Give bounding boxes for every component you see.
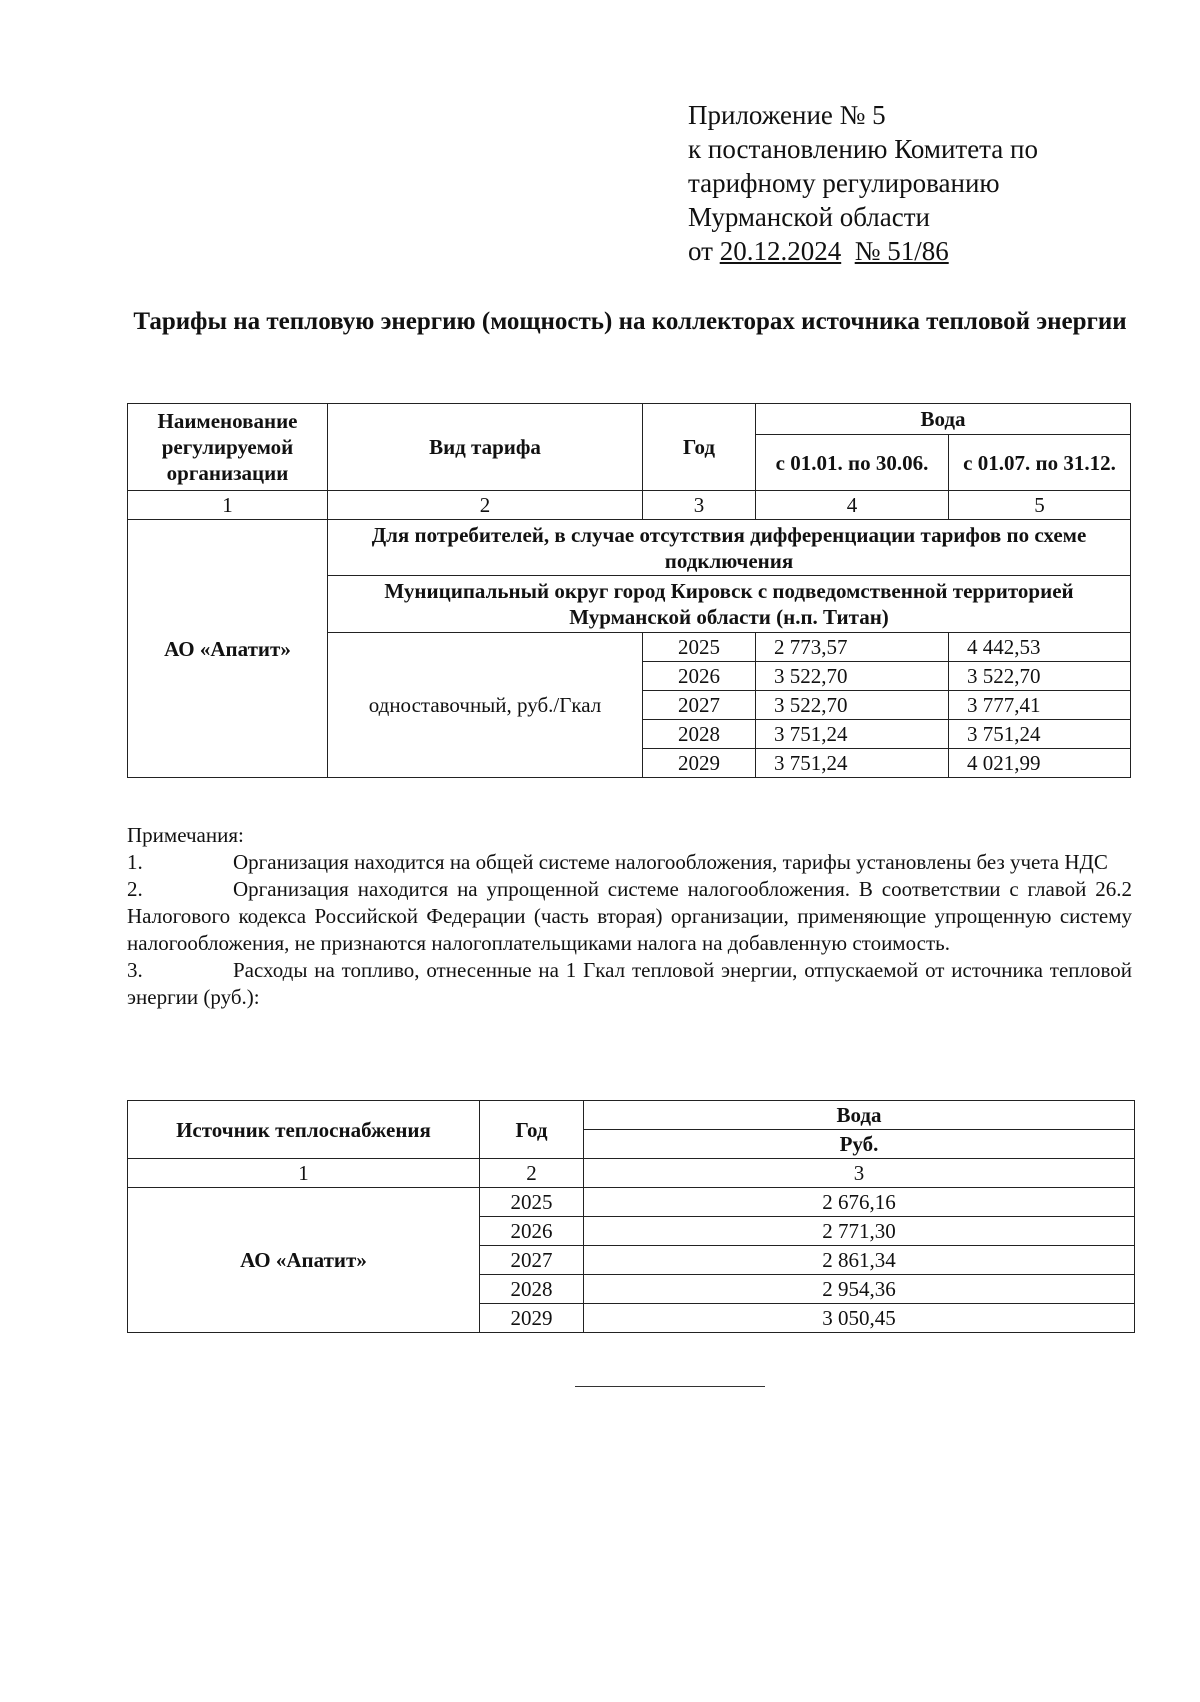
col-number: 4 bbox=[756, 491, 949, 520]
decree-number: № 51/86 bbox=[854, 236, 949, 266]
source-cell: АО «Апатит» bbox=[128, 1188, 480, 1333]
document-title: Тарифы на тепловую энергию (мощность) на коллекторах источника тепловой энергии bbox=[133, 308, 1127, 335]
note-text: Организация находится на общей системе налогообложения, тарифы установлены без учета НДС bbox=[233, 850, 1108, 874]
tariff-value: 3 777,41 bbox=[949, 691, 1131, 720]
note-text: Организация находится на упрощенной системе налогообложения. В соответствии с главой 26.2 Налогового кодекса Российской Федерации (часть вторая) организации, применяющие упрощенную систему налогообложения, не признаются налогоплательщиками налога на добавленную стоимость. bbox=[127, 877, 1132, 955]
header-period1: с 01.01. по 30.06. bbox=[756, 435, 949, 491]
year-cell: 2028 bbox=[480, 1275, 584, 1304]
header-water: Вода bbox=[756, 404, 1131, 435]
col-number: 1 bbox=[128, 491, 328, 520]
tariff-value: 3 522,70 bbox=[756, 662, 949, 691]
tariff-type-cell: одноставочный, руб./Гкал bbox=[328, 633, 643, 778]
tariff-value: 2 773,57 bbox=[756, 633, 949, 662]
year-cell: 2025 bbox=[480, 1188, 584, 1217]
header-period2: с 01.07. по 31.12. bbox=[949, 435, 1131, 491]
note-text: Расходы на топливо, отнесенные на 1 Гкал тепловой энергии, отпускаемой от источника тепловой энергии (руб.): bbox=[127, 958, 1132, 1009]
notes-section bbox=[127, 822, 1132, 1011]
tariff-value: 3 751,24 bbox=[756, 720, 949, 749]
note-number: 1. bbox=[127, 850, 143, 874]
year-cell: 2026 bbox=[643, 662, 756, 691]
organization-cell: АО «Апатит» bbox=[128, 520, 328, 778]
year-cell: 2029 bbox=[643, 749, 756, 778]
appendix-header bbox=[688, 98, 1128, 268]
header-water: Вода bbox=[584, 1101, 1135, 1130]
tariff-value: 3 522,70 bbox=[949, 662, 1131, 691]
tariff-value: 4 442,53 bbox=[949, 633, 1131, 662]
note-number: 3. bbox=[127, 958, 143, 982]
section-municipality: Муниципальный округ город Кировск с подведомственной территорией Мурманской области (н.п. Титан) bbox=[328, 576, 1131, 633]
tariff-value: 3 522,70 bbox=[756, 691, 949, 720]
fuel-cost-value: 2 954,36 bbox=[584, 1275, 1135, 1304]
col-number: 1 bbox=[128, 1159, 480, 1188]
col-number: 5 bbox=[949, 491, 1131, 520]
decree-date: 20.12.2024 bbox=[719, 236, 842, 266]
header-year: Год bbox=[480, 1101, 584, 1159]
fuel-cost-table bbox=[127, 1100, 1135, 1333]
appendix-line: Мурманской области bbox=[688, 202, 930, 232]
fuel-cost-value: 2 861,34 bbox=[584, 1246, 1135, 1275]
note-number: 2. bbox=[127, 877, 143, 901]
note-2 bbox=[127, 876, 1132, 957]
year-cell: 2029 bbox=[480, 1304, 584, 1333]
tariff-value: 3 751,24 bbox=[949, 720, 1131, 749]
appendix-line: тарифному регулированию bbox=[688, 168, 1000, 198]
header-source: Источник теплоснабжения bbox=[128, 1101, 480, 1159]
note-3 bbox=[127, 957, 1132, 1011]
section-consumers: Для потребителей, в случае отсутствия дифференциации тарифов по схеме подключения bbox=[328, 520, 1131, 576]
notes-heading: Примечания: bbox=[127, 823, 244, 847]
fuel-cost-value: 2 771,30 bbox=[584, 1217, 1135, 1246]
fuel-cost-value: 2 676,16 bbox=[584, 1188, 1135, 1217]
year-cell: 2028 bbox=[643, 720, 756, 749]
tariff-value: 3 751,24 bbox=[756, 749, 949, 778]
col-number: 2 bbox=[328, 491, 643, 520]
header-year: Год bbox=[643, 404, 756, 491]
tariff-value: 4 021,99 bbox=[949, 749, 1131, 778]
year-cell: 2027 bbox=[643, 691, 756, 720]
appendix-line: к постановлению Комитета по bbox=[688, 134, 1038, 164]
header-tariff-type: Вид тарифа bbox=[328, 404, 643, 491]
header-org: Наименование регулируемой организации bbox=[128, 404, 328, 491]
appendix-line: Приложение № 5 bbox=[688, 100, 886, 130]
col-number: 3 bbox=[643, 491, 756, 520]
appendix-date-line bbox=[688, 234, 1128, 268]
closing-divider bbox=[575, 1386, 765, 1387]
note-1 bbox=[127, 849, 1132, 876]
tariff-table bbox=[127, 403, 1131, 778]
col-number: 3 bbox=[584, 1159, 1135, 1188]
year-cell: 2027 bbox=[480, 1246, 584, 1275]
header-unit: Руб. bbox=[584, 1130, 1135, 1159]
date-prefix: от bbox=[688, 236, 713, 266]
fuel-cost-value: 3 050,45 bbox=[584, 1304, 1135, 1333]
year-cell: 2026 bbox=[480, 1217, 584, 1246]
col-number: 2 bbox=[480, 1159, 584, 1188]
year-cell: 2025 bbox=[643, 633, 756, 662]
